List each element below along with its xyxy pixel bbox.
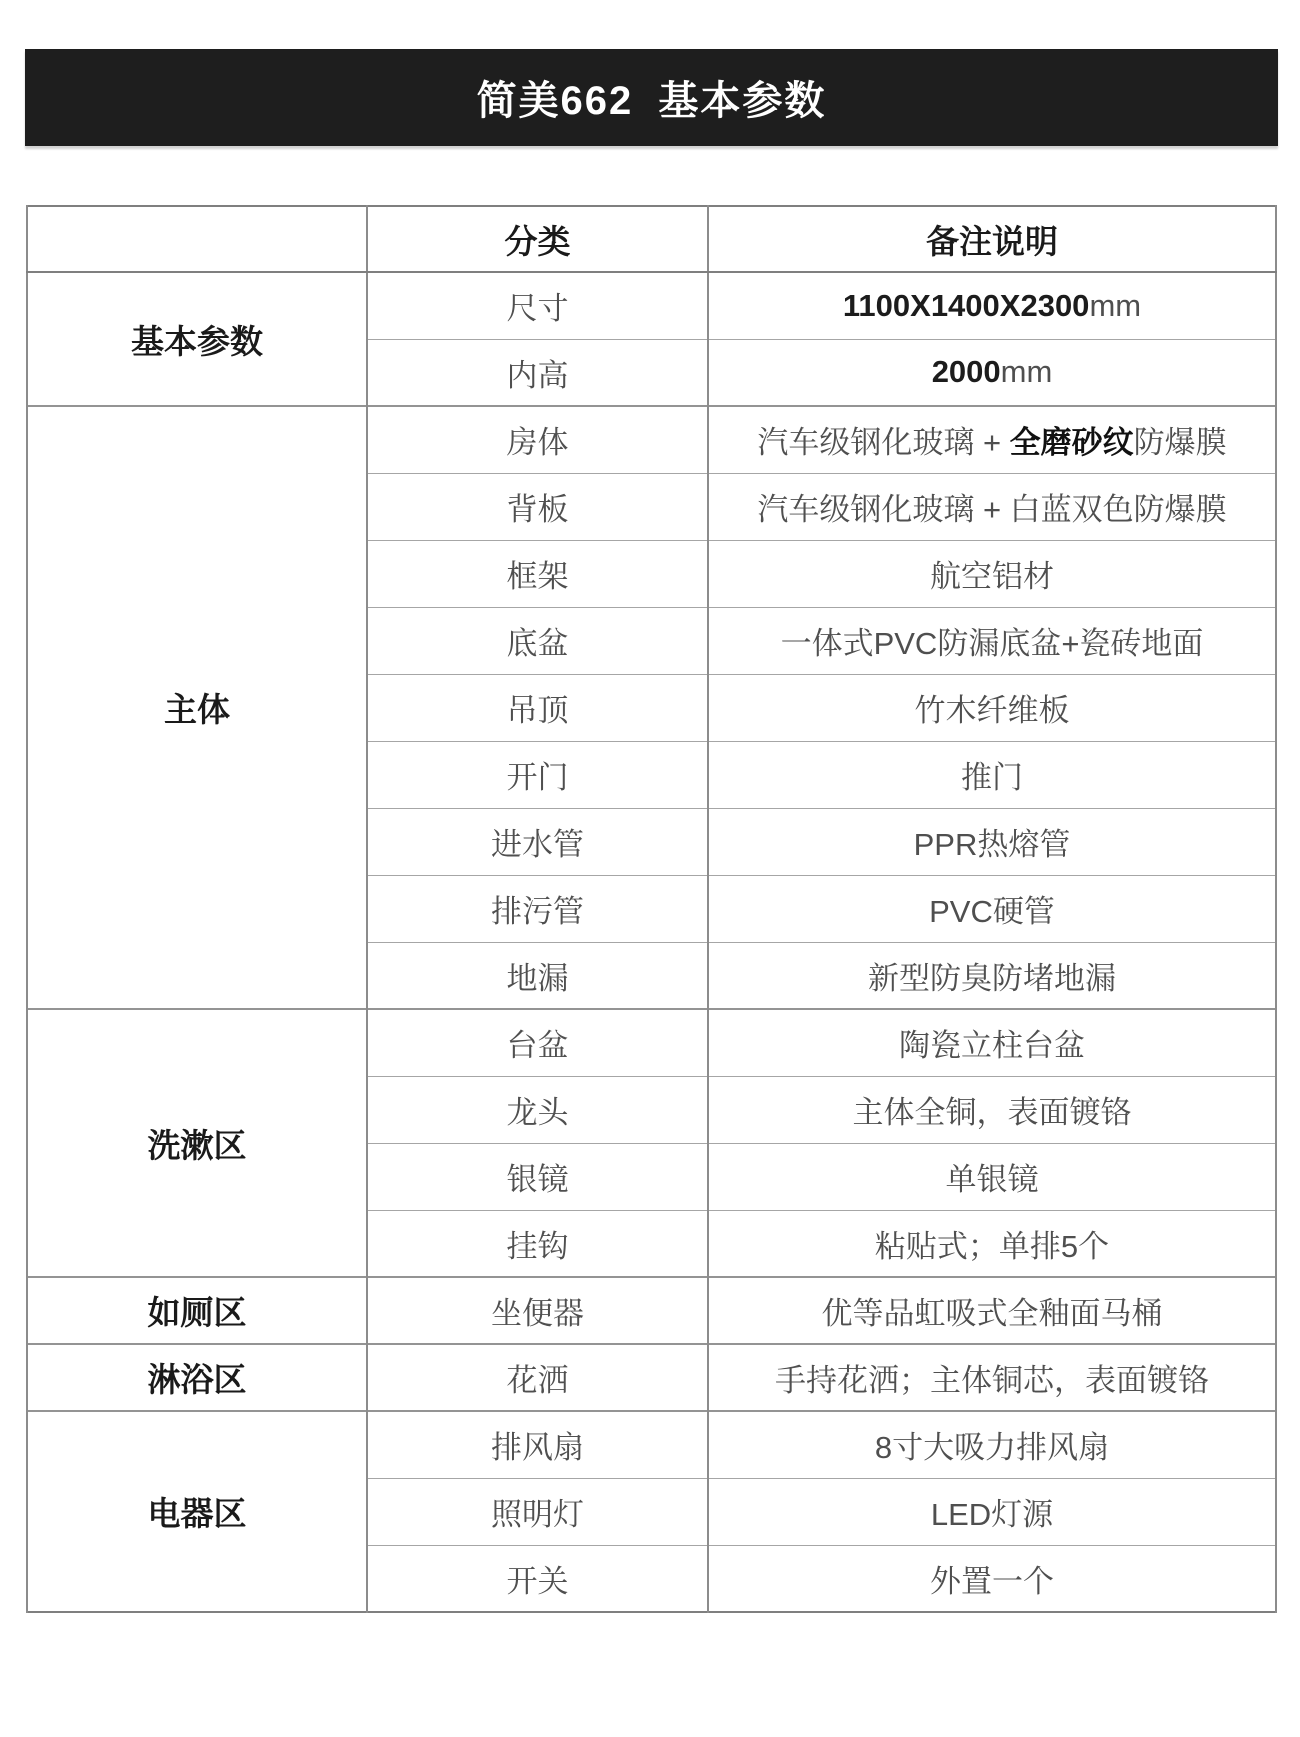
spec-value xyxy=(708,1411,1276,1478)
spec-value xyxy=(708,1545,1276,1612)
spec-label: 框架 xyxy=(367,540,708,607)
spec-value-segment: 陶瓷立柱台盆 xyxy=(899,1028,1085,1064)
table-row xyxy=(27,1411,1276,1478)
spec-value-segment: 手持花洒；主体铜芯，表面镀铬 xyxy=(775,1363,1209,1398)
table-row xyxy=(27,1344,1276,1411)
spec-value xyxy=(708,875,1276,942)
spec-value-segment: mm xyxy=(1000,354,1053,390)
spec-value-segment: 优等品虹吸式全釉面马桶 xyxy=(821,1296,1163,1331)
column-header-remark: 备注说明 xyxy=(708,206,1276,272)
spec-table-body xyxy=(27,272,1276,1612)
spec-value-segment: PVC硬管 xyxy=(929,894,1055,929)
spec-label: 进水管 xyxy=(367,808,708,875)
spec-value xyxy=(708,1344,1276,1411)
spec-label: 吊顶 xyxy=(367,674,708,741)
spec-value-segment: 外置一个 xyxy=(930,1563,1054,1599)
spec-value-segment: 粘贴式；单排5个 xyxy=(874,1228,1110,1264)
spec-value xyxy=(708,1478,1276,1545)
spec-label: 底盆 xyxy=(367,607,708,674)
spec-value xyxy=(708,674,1276,741)
table-header-row xyxy=(27,206,1276,272)
spec-value xyxy=(708,272,1276,339)
spec-value-segment: 单银镜 xyxy=(945,1162,1039,1197)
section-label: 如厕区 xyxy=(27,1277,367,1344)
title-bar xyxy=(25,49,1278,146)
spec-value xyxy=(708,741,1276,808)
spec-value-segment: 主体全铜，表面镀铬 xyxy=(852,1095,1132,1130)
spec-value-segment: 新型防臭防堵地漏 xyxy=(868,960,1116,996)
spec-label: 坐便器 xyxy=(367,1277,708,1344)
spec-value-segment: 全磨砂纹 xyxy=(1009,425,1134,461)
spec-label: 银镜 xyxy=(367,1143,708,1210)
section-label: 主体 xyxy=(27,406,367,1009)
spec-label: 挂钩 xyxy=(367,1210,708,1277)
spec-label: 地漏 xyxy=(367,942,708,1009)
spec-label: 开门 xyxy=(367,741,708,808)
spec-value xyxy=(708,607,1276,674)
spec-value-segment: 航空铝材 xyxy=(930,559,1054,594)
spec-label: 背板 xyxy=(367,473,708,540)
table-row xyxy=(27,1277,1276,1344)
spec-value-segment: 一体式PVC防漏底盆+瓷砖地面 xyxy=(780,626,1204,661)
spec-value xyxy=(708,540,1276,607)
spec-value-segment: 防爆膜 xyxy=(1133,425,1227,461)
spec-label: 开关 xyxy=(367,1545,708,1612)
column-header-class: 分类 xyxy=(367,206,708,272)
spec-value-segment: 汽车级钢化玻璃 + xyxy=(757,425,1010,461)
spec-value-segment: mm xyxy=(1089,287,1142,323)
spec-value xyxy=(708,339,1276,406)
page-title: 简美662 基本参数 xyxy=(476,79,827,123)
spec-value xyxy=(708,808,1276,875)
spec-value-segment: 竹木纤维板 xyxy=(914,693,1070,728)
spec-label: 尺寸 xyxy=(367,272,708,339)
spec-value-segment: 1100X1400X2300 xyxy=(842,287,1090,323)
spec-table-container xyxy=(26,205,1275,1613)
spec-label: 台盆 xyxy=(367,1009,708,1076)
table-row xyxy=(27,1009,1276,1076)
table-row xyxy=(27,406,1276,473)
spec-label: 照明灯 xyxy=(367,1478,708,1545)
spec-label: 花洒 xyxy=(367,1344,708,1411)
spec-value xyxy=(708,1076,1276,1143)
column-header-corner xyxy=(27,206,367,272)
spec-value-segment: 推门 xyxy=(961,760,1023,795)
spec-table xyxy=(26,205,1277,1613)
spec-value xyxy=(708,1210,1276,1277)
spec-label: 房体 xyxy=(367,406,708,473)
spec-value xyxy=(708,473,1276,540)
spec-value-segment: 2000 xyxy=(931,354,1001,390)
section-label: 基本参数 xyxy=(27,272,367,406)
spec-value-segment: 8寸大吸力排风扇 xyxy=(874,1430,1110,1466)
spec-value xyxy=(708,1143,1276,1210)
table-row xyxy=(27,272,1276,339)
spec-value xyxy=(708,1009,1276,1076)
spec-value-segment: PPR热熔管 xyxy=(913,827,1071,862)
spec-label: 内高 xyxy=(367,339,708,406)
section-label: 洗漱区 xyxy=(27,1009,367,1277)
spec-value-segment: LED灯源 xyxy=(930,1497,1054,1532)
section-label: 淋浴区 xyxy=(27,1344,367,1411)
spec-value xyxy=(708,406,1276,473)
spec-label: 龙头 xyxy=(367,1076,708,1143)
spec-value-segment: 汽车级钢化玻璃 + 白蓝双色防爆膜 xyxy=(757,492,1227,527)
spec-label: 排风扇 xyxy=(367,1411,708,1478)
spec-value xyxy=(708,942,1276,1009)
section-label: 电器区 xyxy=(27,1411,367,1612)
spec-value xyxy=(708,1277,1276,1344)
spec-label: 排污管 xyxy=(367,875,708,942)
